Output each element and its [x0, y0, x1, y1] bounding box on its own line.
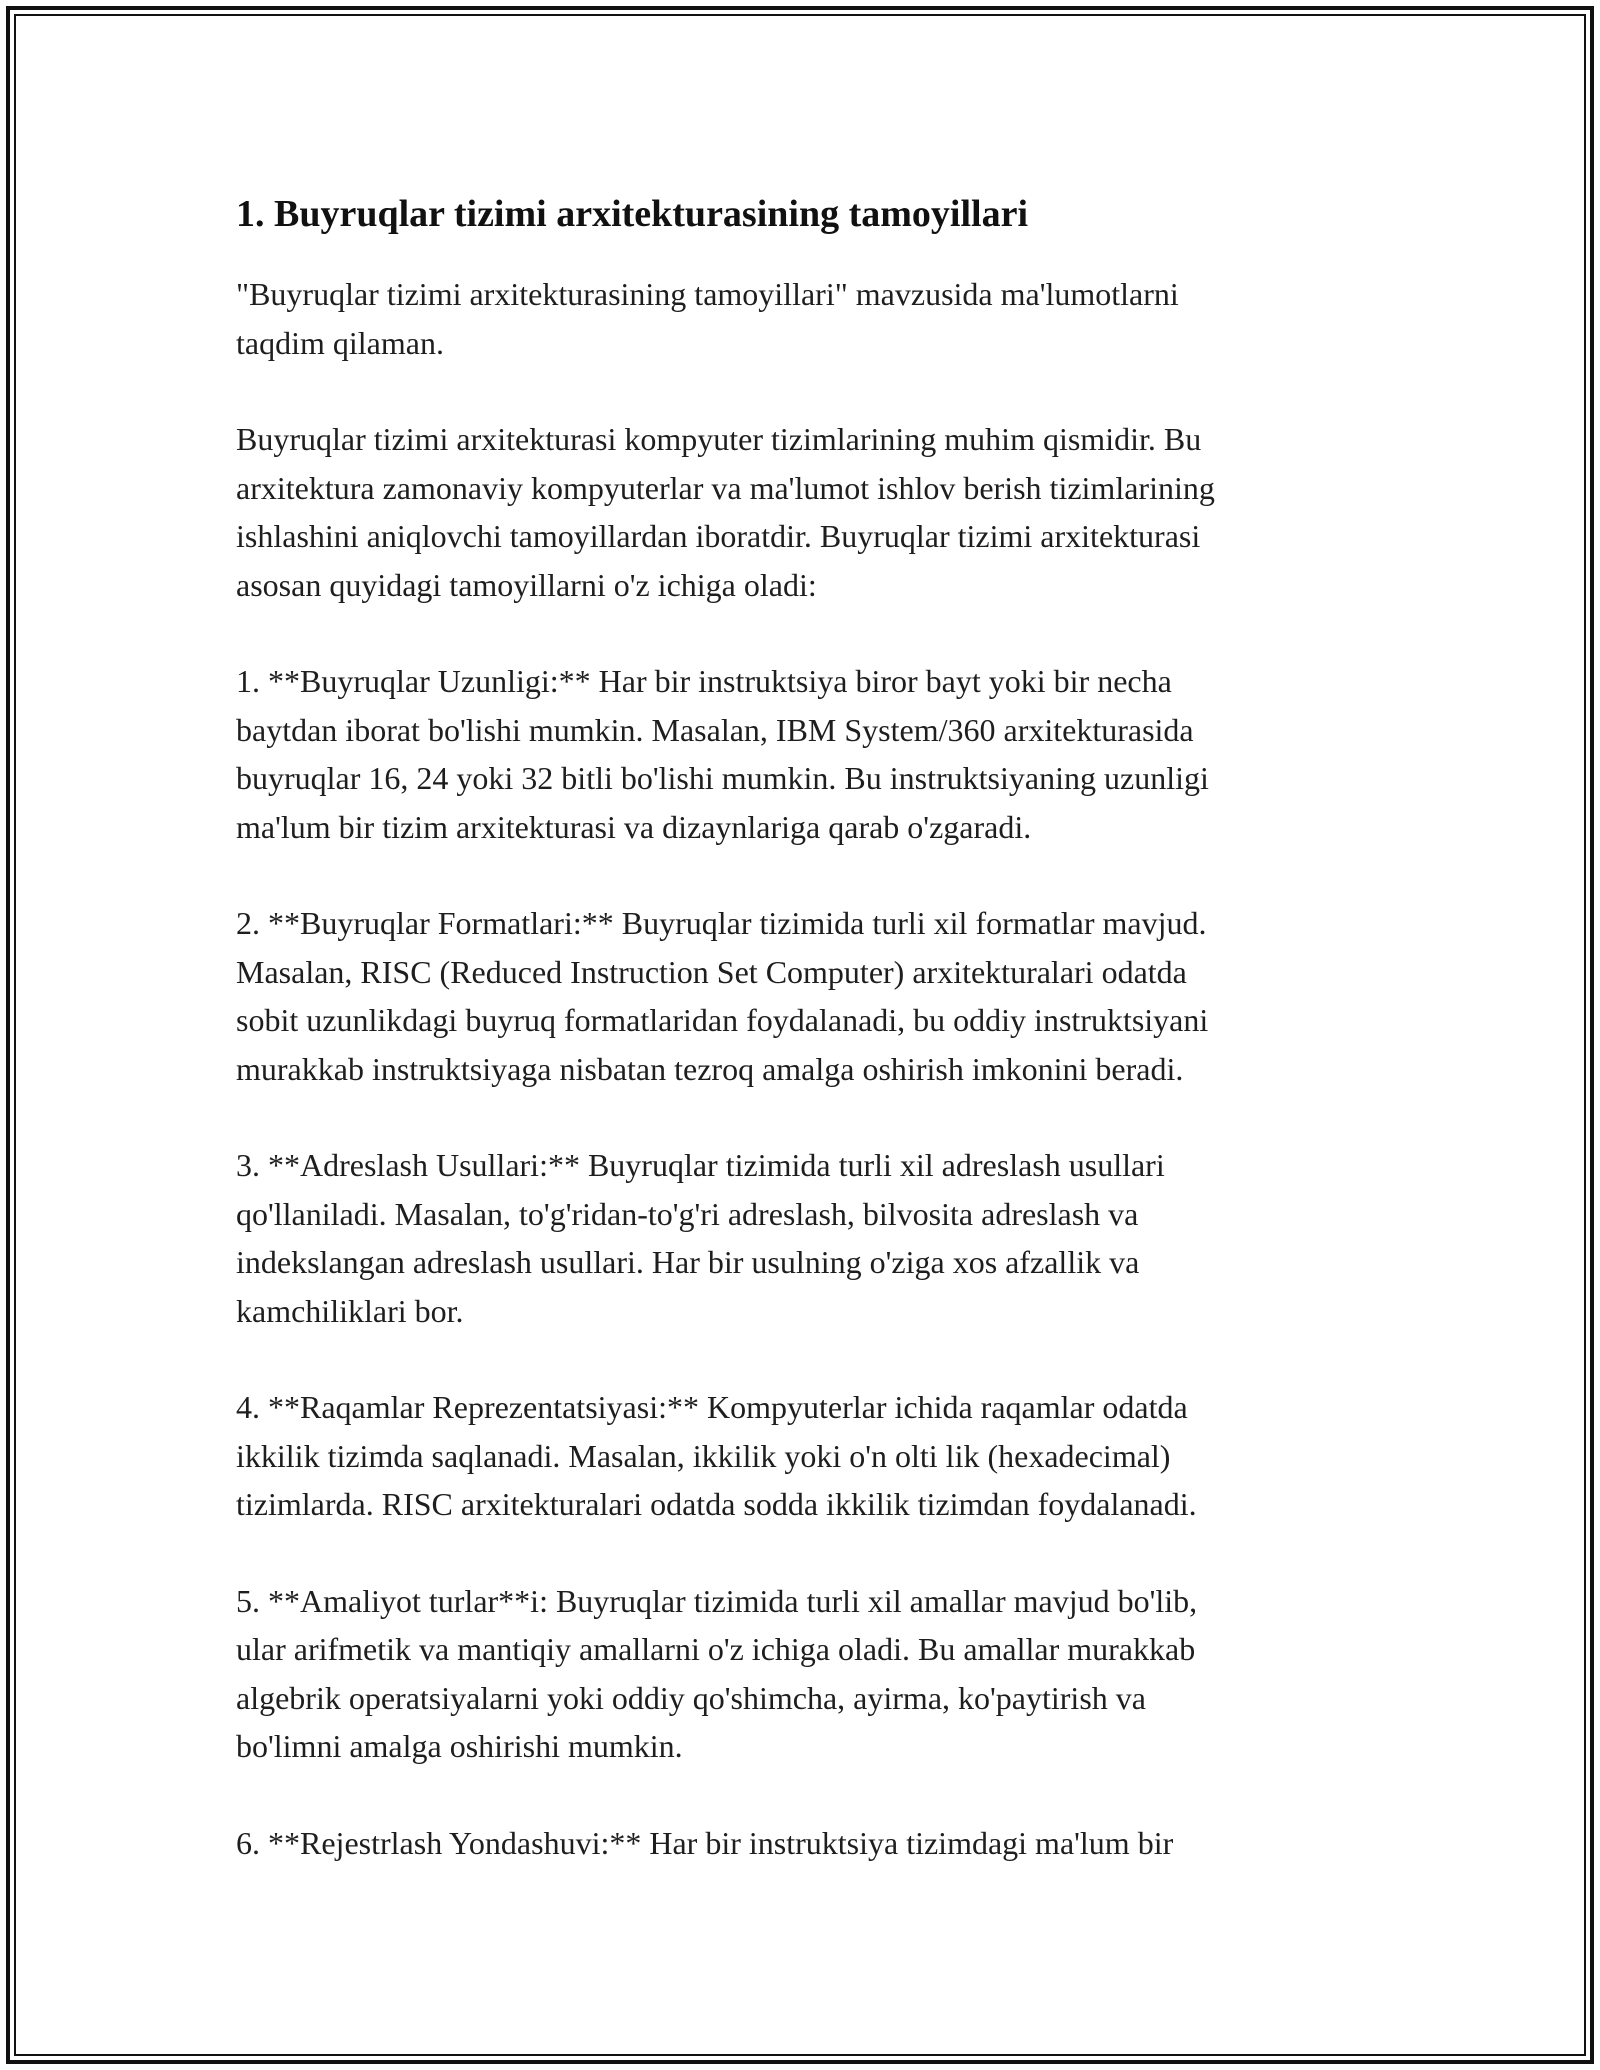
document-title: 1. Buyruqlar tizimi arxitekturasining tamoyillari: [236, 193, 1029, 235]
principle-5-paragraph: 5. **Amaliyot turlar**i: Buyruqlar tizimida turli xil amallar mavjud bo'lib, ular arifmetik va mantiqiy amallarni o'z ichiga oladi. Bu amallar murakkab algebrik operatsiyalarni yoki oddiy qo'shimcha, ayirma, ko'paytirish va bo'limni amalga oshirishi mumkin.: [236, 1582, 1198, 1764]
intro-paragraph: "Buyruqlar tizimi arxitekturasining tamoyillari" mavzusida ma'lumotlarni taqdim qilaman.: [236, 276, 1179, 361]
principle-1-paragraph: 1. **Buyruqlar Uzunligi:** Har bir instruktsiya biror bayt yoki bir necha baytdan iborat bo'lishi mumkin. Masalan, IBM System/360 arxitekturasida buyruqlar 16, 24 yoki 32 bitli bo'lishi mumkin. Bu instruktsiyaning uzunligi ma'lum bir tizim arxitekturasi va dizaynlariga qarab o'zgaradi.: [236, 663, 1209, 845]
document-body: [236, 186, 1366, 1915]
overview-paragraph: Buyruqlar tizimi arxitekturasi kompyuter tizimlarining muhim qismidir. Bu arxitektura zamonaviy kompyuterlar va ma'lumot ishlov berish tizimlarining ishlashini aniqlovchi tamoyillardan iboratdir. Buyruqlar tizimi arxitekturasi asosan quyidagi tamoyillarni o'z ichiga oladi:: [236, 421, 1215, 603]
principle-4-paragraph: 4. **Raqamlar Reprezentatsiyasi:** Kompyuterlar ichida raqamlar odatda ikkilik tizimda saqlanadi. Masalan, ikkilik yoki o'n olti lik (hexadecimal) tizimlarda. RISC arxitekturalari odatda sodda ikkilik tizimdan foydalanadi.: [236, 1389, 1197, 1522]
principle-3-paragraph: 3. **Adreslash Usullari:** Buyruqlar tizimida turli xil adreslash usullari qo'llaniladi. Masalan, to'g'ridan-to'g'ri adreslash, bilvosita adreslash va indekslangan adreslash usullari. Har bir usulning o'ziga xos afzallik va kamchiliklari bor.: [236, 1147, 1165, 1329]
principle-2-paragraph: 2. **Buyruqlar Formatlari:** Buyruqlar tizimida turli xil formatlar mavjud. Masalan, RISC (Reduced Instruction Set Computer) arxitekturalari odatda sobit uzunlikdagi buyruq formatlaridan foydalanadi, bu oddiy instruktsiyani murakkab instruktsiyaga nisbatan tezroq amalga oshirish imkonini beradi.: [236, 905, 1209, 1087]
principle-6-paragraph: 6. **Rejestrlash Yondashuvi:** Har bir instruktsiya tizimdagi ma'lum bir: [236, 1824, 1174, 1861]
